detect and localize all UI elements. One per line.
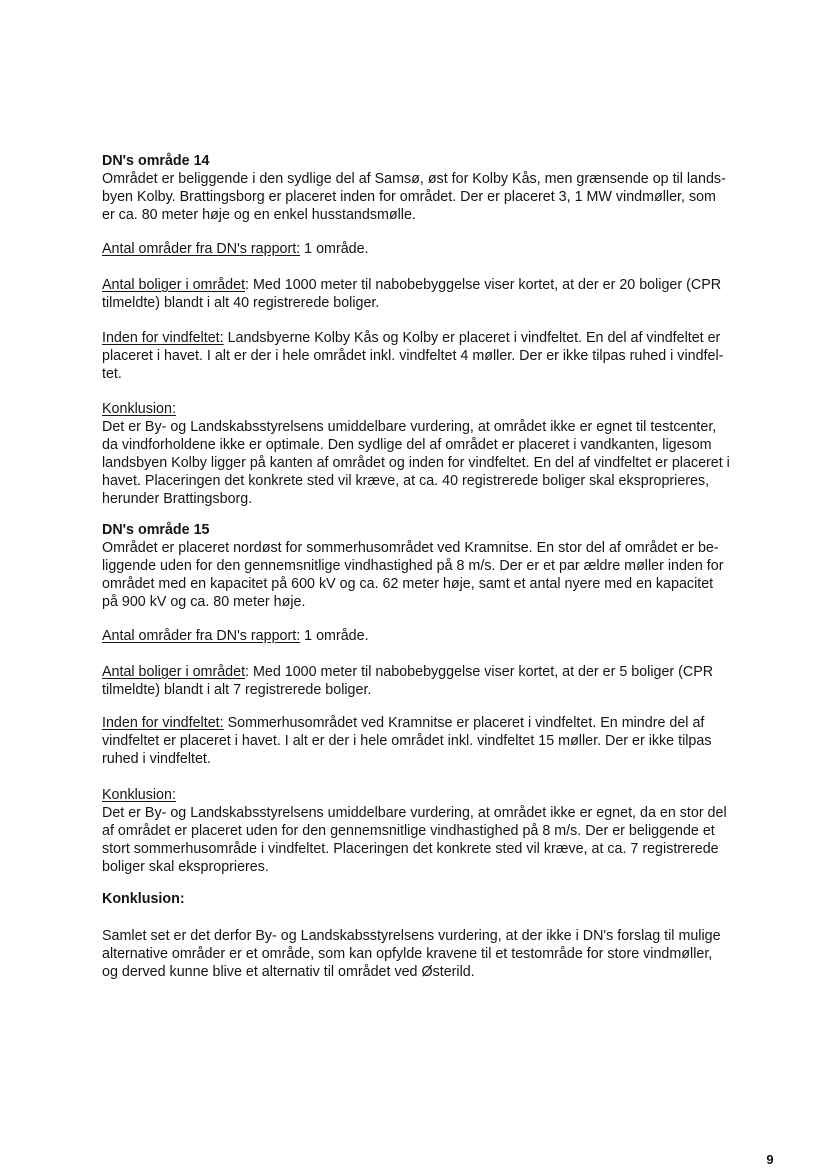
area15-windfield-line: vindfeltet er placeret i havet. I alt er der i hele området inkl. vindfeltet 15 møller. Der er ikke tilpas	[102, 733, 712, 749]
page-number: 9	[766, 1152, 774, 1167]
area15-homes-label: Antal boliger i området	[102, 664, 246, 680]
area14-homes-line: tilmeldte) blandt i alt 40 registrerede boliger.	[102, 295, 380, 311]
final-conclusion-line: Samlet set er det derfor By- og Landskabsstyrelsens vurdering, at der ikke i DN's forslag til mulige	[102, 928, 721, 944]
area14-windfield-label: Inden for vindfeltet:	[102, 330, 224, 346]
area15-conclusion-line: Det er By- og Landskabsstyrelsens umiddelbare vurdering, at området ikke er egnet, da en stor del	[102, 805, 727, 821]
area14-conclusion	[102, 400, 774, 508]
area14-windfield-line: tet.	[102, 366, 122, 382]
final-conclusion-body	[102, 927, 774, 981]
area14-conclusion-line: herunder Brattingsborg.	[102, 491, 253, 507]
area14-homes-label: Antal boliger i området	[102, 277, 246, 293]
area15-conclusion-label: Konklusion:	[102, 787, 176, 803]
area14-areas-count	[102, 240, 774, 258]
area15-intro-line: området med en kapacitet på 600 kV og ca. 62 meter høje, samt et antal nyere med en kapacitet	[102, 576, 714, 592]
area15-windfield-line: ruhed i vindfeltet.	[102, 751, 211, 767]
area15-conclusion	[102, 786, 774, 876]
area15-intro-line: på 900 kV og ca. 80 meter høje.	[102, 594, 306, 610]
area14-intro	[102, 152, 774, 224]
area15-intro	[102, 521, 774, 611]
area14-conclusion-line: havet. Placeringen det konkrete sted vil kræve, at ca. 40 registrerede boliger skal eksproprieres,	[102, 473, 710, 489]
area15-areas-count	[102, 627, 774, 645]
area14-homes-line: : Med 1000 meter til nabobebyggelse viser kortet, at der er 20 boliger (CPR	[245, 277, 722, 293]
area15-homes-line: : Med 1000 meter til nabobebyggelse viser kortet, at der er 5 boliger (CPR	[245, 664, 714, 680]
area14-heading: DN's område 14	[102, 153, 210, 169]
area15-homes	[102, 663, 774, 699]
area15-areas-text: 1 område.	[300, 628, 369, 644]
area14-intro-line: byen Kolby. Brattingsborg er placeret inden for området. Der er placeret 3, 1 MW vindmøller, som	[102, 189, 716, 205]
area14-windfield-line: Landsbyerne Kolby Kås og Kolby er placeret i vindfeltet. En del af vindfeltet er	[223, 330, 721, 346]
area14-conclusion-line: da vindforholdene ikke er optimale. Den sydlige del af området er placeret i vandkanten, ligesom	[102, 437, 712, 453]
area15-windfield-label: Inden for vindfeltet:	[102, 715, 224, 731]
area14-homes	[102, 276, 774, 312]
area15-windfield	[102, 714, 774, 768]
area14-intro-line: Området er beliggende i den sydlige del af Samsø, øst for Kolby Kås, men grænsende op til lands-	[102, 171, 726, 187]
area15-homes-line: tilmeldte) blandt i alt 7 registrerede boliger.	[102, 682, 372, 698]
area15-heading: DN's område 15	[102, 522, 210, 538]
area14-conclusion-label: Konklusion:	[102, 401, 176, 417]
area14-areas-label: Antal områder fra DN's rapport:	[102, 241, 301, 257]
area15-areas-label: Antal områder fra DN's rapport:	[102, 628, 301, 644]
final-conclusion-line: og derved kunne blive et alternativ til området ved Østerild.	[102, 964, 475, 980]
area15-conclusion-line: boliger skal eksproprieres.	[102, 859, 269, 875]
area14-conclusion-line: Det er By- og Landskabsstyrelsens umiddelbare vurdering, at området ikke er egnet til testcenter,	[102, 419, 717, 435]
area14-windfield	[102, 329, 774, 383]
final-conclusion-heading: Konklusion:	[102, 891, 185, 907]
area14-intro-line: er ca. 80 meter høje og en enkel husstandsmølle.	[102, 207, 416, 223]
area15-intro-line: Området er placeret nordøst for sommerhusområdet ved Kramnitse. En stor del af området er be-	[102, 540, 719, 556]
area14-areas-text: 1 område.	[300, 241, 369, 257]
area15-conclusion-line: af området er placeret uden for den gennemsnitlige vindhastighed på 8 m/s. Der er beliggende et	[102, 823, 715, 839]
area15-windfield-line: Sommerhusområdet ved Kramnitse er placeret i vindfeltet. En mindre del af	[223, 715, 705, 731]
final-conclusion-line: alternative områder er et område, som kan opfylde kravene til et testområde for store vindmøller,	[102, 946, 713, 962]
area14-conclusion-line: landsbyen Kolby ligger på kanten af området og inden for vindfeltet. En del af vindfeltet er placeret i	[102, 455, 730, 471]
area14-windfield-line: placeret i havet. I alt er der i hele området inkl. vindfeltet 4 møller. Der er ikke tilpas ruhed i vindfel-	[102, 348, 724, 364]
area15-conclusion-line: stort sommerhusområde i vindfeltet. Placeringen det konkrete sted vil kræve, at ca. 7 registrerede	[102, 841, 719, 857]
final-conclusion	[102, 890, 774, 908]
area15-intro-line: liggende uden for den gennemsnitlige vindhastighed på 8 m/s. Der er et par ældre møller inden for	[102, 558, 724, 574]
